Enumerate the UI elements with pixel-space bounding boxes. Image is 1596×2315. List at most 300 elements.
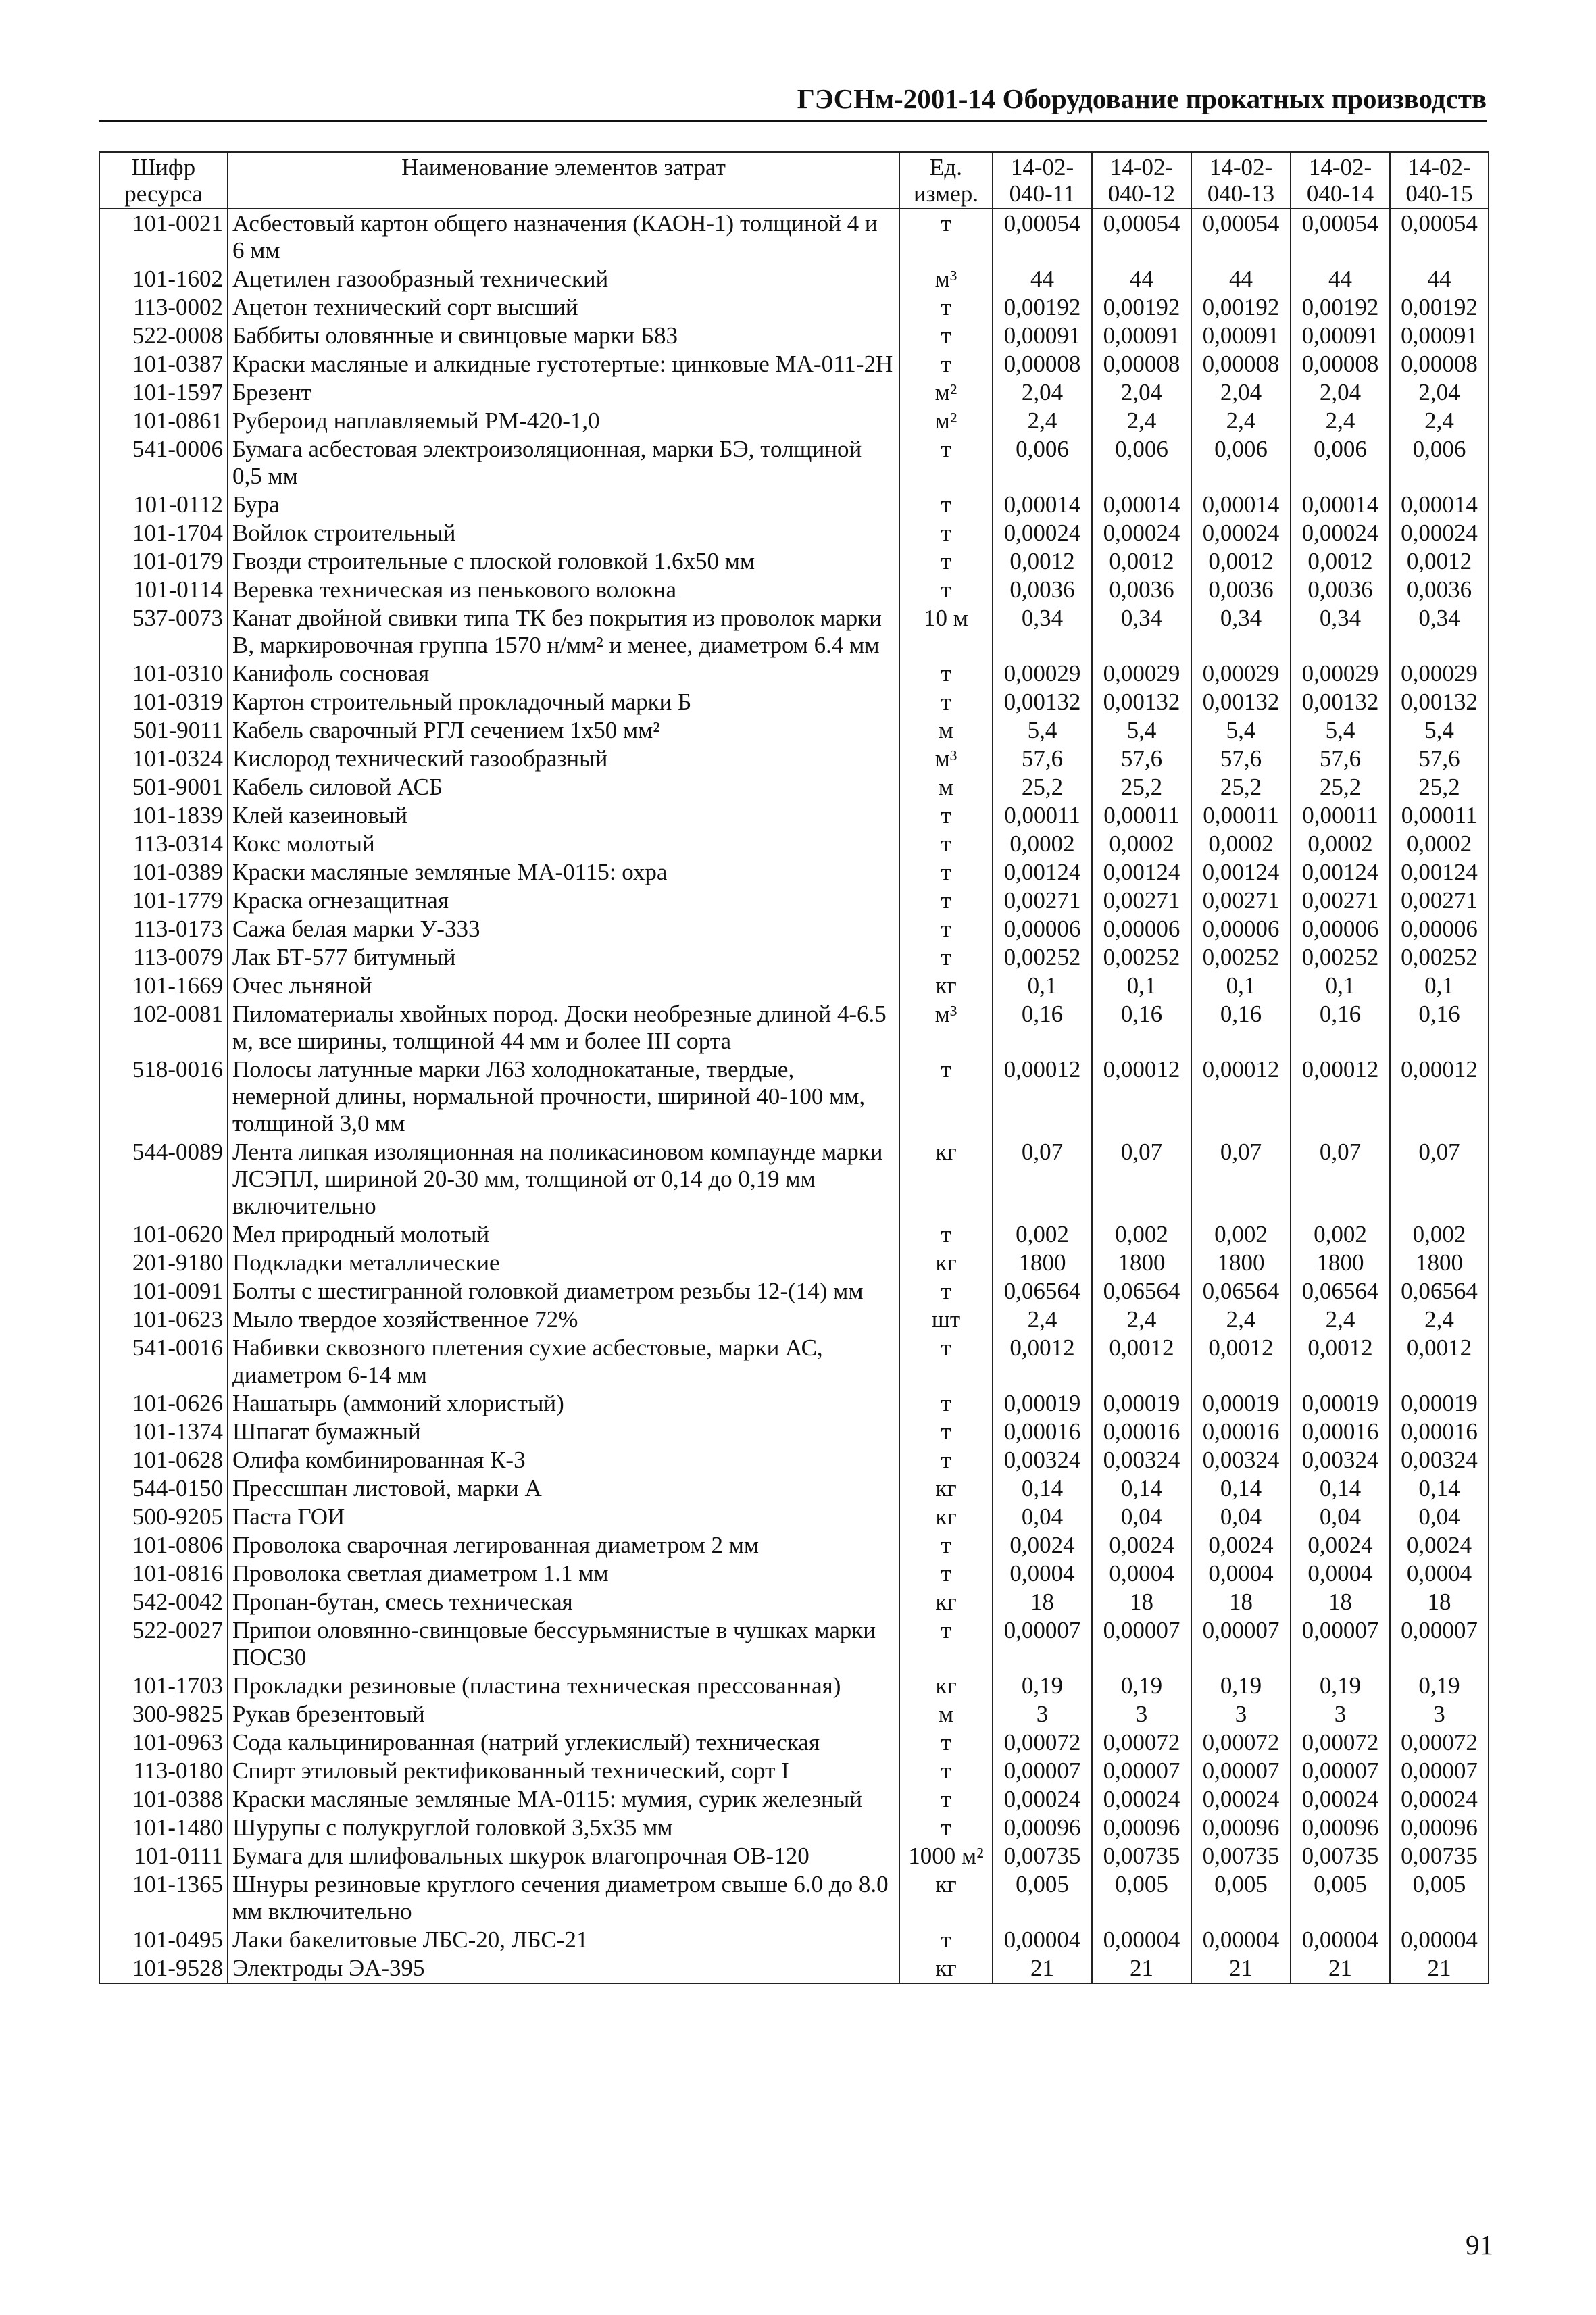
cell-name: Веревка техническая из пенькового волокна [228, 576, 899, 604]
cell-14-02-040-11: 0,34 [993, 604, 1092, 659]
cell-name: Подкладки металлические [228, 1249, 899, 1277]
cell-14-02-040-15: 0,00271 [1390, 887, 1489, 915]
cell-name: Ацетон технический сорт высший [228, 293, 899, 322]
cell-14-02-040-11: 0,00014 [993, 491, 1092, 519]
cell-14-02-040-11: 0,00006 [993, 915, 1092, 943]
cell-code: 101-1839 [99, 801, 228, 830]
cell-14-02-040-15: 0,005 [1390, 1870, 1489, 1926]
cell-unit: т [899, 209, 993, 265]
cell-14-02-040-12: 21 [1092, 1954, 1191, 1983]
cell-name: Прессшпан листовой, марки А [228, 1474, 899, 1503]
cell-name: Пропан-бутан, смесь техническая [228, 1588, 899, 1616]
cell-14-02-040-15: 2,4 [1390, 407, 1489, 435]
cell-unit: 10 м [899, 604, 993, 659]
cell-code: 101-1602 [99, 265, 228, 293]
cell-unit: т [899, 519, 993, 547]
cell-14-02-040-15: 0,00096 [1390, 1814, 1489, 1842]
cell-name: Канифоль сосновая [228, 659, 899, 688]
cell-14-02-040-14: 0,00019 [1291, 1389, 1390, 1418]
cell-name: Лак БТ-577 битумный [228, 943, 899, 972]
table-row [99, 435, 1489, 491]
table-row [99, 1389, 1489, 1418]
table-row [99, 659, 1489, 688]
cell-14-02-040-15: 0,00132 [1390, 688, 1489, 716]
cell-name: Сода кальцинированная (натрий углекислый) техническая [228, 1728, 899, 1757]
col-header-14-02-040-11: 14-02-040-11 [993, 152, 1092, 209]
table-row [99, 1446, 1489, 1474]
cell-14-02-040-11: 0,00012 [993, 1055, 1092, 1138]
cell-14-02-040-12: 18 [1092, 1588, 1191, 1616]
cell-14-02-040-11: 0,006 [993, 435, 1092, 491]
cell-14-02-040-15: 0,00091 [1390, 322, 1489, 350]
cell-14-02-040-11: 0,0024 [993, 1531, 1092, 1560]
cell-14-02-040-12: 5,4 [1092, 716, 1191, 745]
cell-14-02-040-14: 0,00124 [1291, 858, 1390, 887]
cell-name: Нашатырь (аммоний хлористый) [228, 1389, 899, 1418]
table-row [99, 1138, 1489, 1220]
cell-14-02-040-13: 21 [1191, 1954, 1291, 1983]
table-row [99, 604, 1489, 659]
cell-14-02-040-15: 0,00024 [1390, 1785, 1489, 1814]
cell-14-02-040-15: 0,19 [1390, 1672, 1489, 1700]
cell-14-02-040-12: 0,00091 [1092, 322, 1191, 350]
cell-unit: т [899, 1389, 993, 1418]
cell-14-02-040-14: 25,2 [1291, 773, 1390, 801]
cell-14-02-040-13: 0,00008 [1191, 350, 1291, 378]
cell-14-02-040-11: 0,00011 [993, 801, 1092, 830]
table-row [99, 350, 1489, 378]
cell-code: 101-0179 [99, 547, 228, 576]
cell-14-02-040-12: 0,00096 [1092, 1814, 1191, 1842]
cell-14-02-040-14: 0,16 [1291, 1000, 1390, 1055]
cell-14-02-040-12: 44 [1092, 265, 1191, 293]
cell-14-02-040-11: 0,0004 [993, 1560, 1092, 1588]
cell-unit: м² [899, 407, 993, 435]
cell-unit: т [899, 322, 993, 350]
cell-14-02-040-11: 2,4 [993, 407, 1092, 435]
cell-unit: м [899, 716, 993, 745]
cell-14-02-040-15: 25,2 [1390, 773, 1489, 801]
table-row [99, 773, 1489, 801]
cell-14-02-040-14: 0,00024 [1291, 519, 1390, 547]
table-row [99, 1334, 1489, 1389]
cell-14-02-040-13: 2,4 [1191, 407, 1291, 435]
cell-name: Лаки бакелитовые ЛБС-20, ЛБС-21 [228, 1926, 899, 1954]
cell-14-02-040-11: 5,4 [993, 716, 1092, 745]
cell-code: 101-0806 [99, 1531, 228, 1560]
cell-14-02-040-13: 0,0012 [1191, 547, 1291, 576]
cell-unit: т [899, 688, 993, 716]
cell-code: 541-0016 [99, 1334, 228, 1389]
cell-14-02-040-12: 0,06564 [1092, 1277, 1191, 1305]
cell-14-02-040-11: 0,14 [993, 1474, 1092, 1503]
col-header-14-02-040-13: 14-02-040-13 [1191, 152, 1291, 209]
table-row [99, 830, 1489, 858]
cell-14-02-040-14: 57,6 [1291, 745, 1390, 773]
cell-code: 101-0324 [99, 745, 228, 773]
cell-14-02-040-15: 0,14 [1390, 1474, 1489, 1503]
cell-14-02-040-13: 0,06564 [1191, 1277, 1291, 1305]
cell-name: Спирт этиловый ректификованный технический, сорт I [228, 1757, 899, 1785]
cell-code: 101-1703 [99, 1672, 228, 1700]
cell-unit: т [899, 915, 993, 943]
cell-14-02-040-11: 0,00007 [993, 1616, 1092, 1672]
table-row [99, 801, 1489, 830]
cell-14-02-040-13: 0,00091 [1191, 322, 1291, 350]
cell-unit: т [899, 1728, 993, 1757]
cell-14-02-040-15: 0,16 [1390, 1000, 1489, 1055]
cell-14-02-040-13: 0,00007 [1191, 1757, 1291, 1785]
cell-name: Пиломатериалы хвойных пород. Доски необрезные длиной 4-6.5 м, все ширины, толщиной 44 мм и более III сорта [228, 1000, 899, 1055]
cell-14-02-040-13: 0,0036 [1191, 576, 1291, 604]
cell-14-02-040-13: 3 [1191, 1700, 1291, 1728]
cell-name: Краска огнезащитная [228, 887, 899, 915]
cell-unit: т [899, 491, 993, 519]
cell-unit: м³ [899, 265, 993, 293]
cell-14-02-040-15: 0,0012 [1390, 1334, 1489, 1389]
cell-14-02-040-12: 0,00735 [1092, 1842, 1191, 1870]
cell-14-02-040-14: 44 [1291, 265, 1390, 293]
cell-14-02-040-15: 0,34 [1390, 604, 1489, 659]
cell-14-02-040-14: 5,4 [1291, 716, 1390, 745]
cell-14-02-040-11: 0,00735 [993, 1842, 1092, 1870]
cell-14-02-040-13: 0,00735 [1191, 1842, 1291, 1870]
cell-code: 522-0027 [99, 1616, 228, 1672]
cell-code: 101-0114 [99, 576, 228, 604]
cell-14-02-040-15: 5,4 [1390, 716, 1489, 745]
cell-unit: т [899, 887, 993, 915]
cell-14-02-040-11: 44 [993, 265, 1092, 293]
cell-14-02-040-15: 0,0004 [1390, 1560, 1489, 1588]
cell-14-02-040-15: 0,00016 [1390, 1418, 1489, 1446]
cell-14-02-040-14: 1800 [1291, 1249, 1390, 1277]
cell-14-02-040-14: 0,00132 [1291, 688, 1390, 716]
cell-code: 101-0495 [99, 1926, 228, 1954]
cell-14-02-040-13: 0,00019 [1191, 1389, 1291, 1418]
cell-unit: т [899, 435, 993, 491]
cell-14-02-040-15: 21 [1390, 1954, 1489, 1983]
cell-code: 101-0963 [99, 1728, 228, 1757]
cell-14-02-040-12: 0,00192 [1092, 293, 1191, 322]
cell-14-02-040-12: 0,34 [1092, 604, 1191, 659]
cell-name: Ацетилен газообразный технический [228, 265, 899, 293]
cell-code: 518-0016 [99, 1055, 228, 1138]
cell-14-02-040-11: 0,07 [993, 1138, 1092, 1220]
cell-14-02-040-11: 0,00091 [993, 322, 1092, 350]
cell-14-02-040-15: 0,00004 [1390, 1926, 1489, 1954]
cell-unit: т [899, 547, 993, 576]
cell-14-02-040-14: 0,0024 [1291, 1531, 1390, 1560]
cell-name: Картон строительный прокладочный марки Б [228, 688, 899, 716]
cell-14-02-040-12: 0,00124 [1092, 858, 1191, 887]
cell-14-02-040-15: 3 [1390, 1700, 1489, 1728]
cell-code: 113-0180 [99, 1757, 228, 1785]
cell-name: Кислород технический газообразный [228, 745, 899, 773]
cell-unit: т [899, 943, 993, 972]
cell-14-02-040-11: 0,00096 [993, 1814, 1092, 1842]
cell-14-02-040-14: 0,06564 [1291, 1277, 1390, 1305]
cell-14-02-040-14: 0,19 [1291, 1672, 1390, 1700]
cell-name: Набивки сквозного плетения сухие асбестовые, марки АС, диаметром 6-14 мм [228, 1334, 899, 1389]
cell-14-02-040-11: 0,00024 [993, 1785, 1092, 1814]
cell-14-02-040-11: 0,00008 [993, 350, 1092, 378]
page-header [99, 80, 1487, 122]
cell-name: Гвозди строительные с плоской головкой 1.6х50 мм [228, 547, 899, 576]
table-row [99, 1926, 1489, 1954]
table-row [99, 547, 1489, 576]
cell-14-02-040-12: 0,00016 [1092, 1418, 1191, 1446]
cell-14-02-040-12: 0,002 [1092, 1220, 1191, 1249]
cell-14-02-040-14: 0,00007 [1291, 1757, 1390, 1785]
table-body [99, 209, 1489, 1983]
cell-name: Очес льняной [228, 972, 899, 1000]
cell-14-02-040-14: 0,00014 [1291, 491, 1390, 519]
cell-14-02-040-11: 0,0012 [993, 1334, 1092, 1389]
table-row [99, 688, 1489, 716]
cell-unit: т [899, 293, 993, 322]
cell-name: Шпагат бумажный [228, 1418, 899, 1446]
cell-14-02-040-13: 0,00024 [1191, 519, 1291, 547]
cell-14-02-040-12: 0,00252 [1092, 943, 1191, 972]
cell-unit: т [899, 1616, 993, 1672]
cell-code: 501-9011 [99, 716, 228, 745]
cell-14-02-040-15: 0,0036 [1390, 576, 1489, 604]
table-row [99, 576, 1489, 604]
cell-unit: 1000 м² [899, 1842, 993, 1870]
cell-14-02-040-12: 2,04 [1092, 378, 1191, 407]
table-row [99, 1277, 1489, 1305]
cell-code: 101-0861 [99, 407, 228, 435]
col-header-14-02-040-15: 14-02-040-15 [1390, 152, 1489, 209]
table-row [99, 519, 1489, 547]
cell-14-02-040-14: 0,00012 [1291, 1055, 1390, 1138]
cell-14-02-040-12: 0,00019 [1092, 1389, 1191, 1418]
cell-14-02-040-11: 0,00004 [993, 1926, 1092, 1954]
cell-name: Мыло твердое хозяйственное 72% [228, 1305, 899, 1334]
cell-14-02-040-11: 3 [993, 1700, 1092, 1728]
cell-unit: т [899, 659, 993, 688]
cell-14-02-040-13: 0,00096 [1191, 1814, 1291, 1842]
cell-code: 201-9180 [99, 1249, 228, 1277]
cell-name: Прокладки резиновые (пластина техническая прессованная) [228, 1672, 899, 1700]
cell-14-02-040-13: 0,0012 [1191, 1334, 1291, 1389]
table-row [99, 293, 1489, 322]
table-row [99, 1700, 1489, 1728]
cell-code: 541-0006 [99, 435, 228, 491]
cell-14-02-040-11: 0,19 [993, 1672, 1092, 1700]
cell-unit: т [899, 1220, 993, 1249]
cell-14-02-040-12: 0,0004 [1092, 1560, 1191, 1588]
cell-14-02-040-12: 0,0024 [1092, 1531, 1191, 1560]
cell-14-02-040-12: 1800 [1092, 1249, 1191, 1277]
cell-code: 537-0073 [99, 604, 228, 659]
cell-14-02-040-13: 0,00024 [1191, 1785, 1291, 1814]
cell-code: 101-1480 [99, 1814, 228, 1842]
cell-14-02-040-11: 0,00192 [993, 293, 1092, 322]
cell-name: Паста ГОИ [228, 1503, 899, 1531]
cell-14-02-040-11: 0,0036 [993, 576, 1092, 604]
cell-name: Рукав брезентовый [228, 1700, 899, 1728]
cell-14-02-040-14: 0,00072 [1291, 1728, 1390, 1757]
cell-14-02-040-13: 0,00324 [1191, 1446, 1291, 1474]
cell-14-02-040-13: 25,2 [1191, 773, 1291, 801]
cell-14-02-040-12: 0,0012 [1092, 547, 1191, 576]
cell-14-02-040-12: 57,6 [1092, 745, 1191, 773]
cell-14-02-040-14: 0,002 [1291, 1220, 1390, 1249]
table-row [99, 1588, 1489, 1616]
cell-14-02-040-15: 0,00012 [1390, 1055, 1489, 1138]
cell-14-02-040-14: 0,00004 [1291, 1926, 1390, 1954]
cell-unit: т [899, 1785, 993, 1814]
cell-name: Полосы латунные марки Л63 холоднокатаные, твердые, немерной длины, нормальной прочности, шириной 40-100 мм, толщиной 3,0 мм [228, 1055, 899, 1138]
cell-14-02-040-15: 0,002 [1390, 1220, 1489, 1249]
cell-14-02-040-12: 0,00011 [1092, 801, 1191, 830]
cell-14-02-040-14: 0,00016 [1291, 1418, 1390, 1446]
cell-14-02-040-15: 0,00324 [1390, 1446, 1489, 1474]
cell-14-02-040-15: 0,00029 [1390, 659, 1489, 688]
cell-14-02-040-14: 0,00271 [1291, 887, 1390, 915]
cell-name: Бумага асбестовая электроизоляционная, марки БЭ, толщиной 0,5 мм [228, 435, 899, 491]
cell-14-02-040-14: 0,0036 [1291, 576, 1390, 604]
cell-14-02-040-11: 2,04 [993, 378, 1092, 407]
cell-14-02-040-11: 0,16 [993, 1000, 1092, 1055]
cell-14-02-040-13: 1800 [1191, 1249, 1291, 1277]
table-row [99, 265, 1489, 293]
cell-unit: м [899, 773, 993, 801]
cell-14-02-040-12: 0,0002 [1092, 830, 1191, 858]
cell-unit: т [899, 1926, 993, 1954]
cell-14-02-040-14: 0,00324 [1291, 1446, 1390, 1474]
cell-14-02-040-15: 0,04 [1390, 1503, 1489, 1531]
cell-14-02-040-14: 0,00007 [1291, 1616, 1390, 1672]
cell-unit: т [899, 350, 993, 378]
cell-14-02-040-15: 2,04 [1390, 378, 1489, 407]
cell-14-02-040-13: 2,04 [1191, 378, 1291, 407]
cell-14-02-040-13: 18 [1191, 1588, 1291, 1616]
cell-name: Бумага для шлифовальных шкурок влагопрочная ОВ-120 [228, 1842, 899, 1870]
cell-14-02-040-13: 0,00011 [1191, 801, 1291, 830]
table-row [99, 915, 1489, 943]
cell-14-02-040-15: 0,006 [1390, 435, 1489, 491]
cell-code: 542-0042 [99, 1588, 228, 1616]
cell-code: 501-9001 [99, 773, 228, 801]
table-row [99, 1870, 1489, 1926]
cell-14-02-040-13: 0,00029 [1191, 659, 1291, 688]
cell-14-02-040-14: 0,00091 [1291, 322, 1390, 350]
cell-14-02-040-15: 0,00007 [1390, 1757, 1489, 1785]
cell-14-02-040-11: 0,00024 [993, 519, 1092, 547]
cell-14-02-040-15: 0,00735 [1390, 1842, 1489, 1870]
cell-unit: кг [899, 1870, 993, 1926]
cell-unit: т [899, 1418, 993, 1446]
cell-14-02-040-13: 0,00252 [1191, 943, 1291, 972]
cell-unit: кг [899, 1588, 993, 1616]
cell-code: 522-0008 [99, 322, 228, 350]
table-row [99, 858, 1489, 887]
cell-14-02-040-14: 0,00024 [1291, 1785, 1390, 1814]
table-row [99, 378, 1489, 407]
cell-14-02-040-14: 0,00735 [1291, 1842, 1390, 1870]
cell-14-02-040-12: 0,005 [1092, 1870, 1191, 1926]
cell-code: 101-0387 [99, 350, 228, 378]
cell-14-02-040-14: 3 [1291, 1700, 1390, 1728]
cell-14-02-040-12: 0,16 [1092, 1000, 1191, 1055]
cell-code: 101-0021 [99, 209, 228, 265]
cell-14-02-040-13: 0,00007 [1191, 1616, 1291, 1672]
cell-14-02-040-14: 0,00252 [1291, 943, 1390, 972]
cell-14-02-040-14: 0,14 [1291, 1474, 1390, 1503]
cell-14-02-040-11: 1800 [993, 1249, 1092, 1277]
cell-14-02-040-11: 57,6 [993, 745, 1092, 773]
cell-14-02-040-13: 0,04 [1191, 1503, 1291, 1531]
cell-14-02-040-12: 3 [1092, 1700, 1191, 1728]
cell-14-02-040-15: 0,00019 [1390, 1389, 1489, 1418]
cell-code: 101-1779 [99, 887, 228, 915]
table-header [99, 152, 1489, 209]
cell-unit: м³ [899, 1000, 993, 1055]
cell-name: Краски масляные земляные МА-0115: мумия, сурик железный [228, 1785, 899, 1814]
cell-name: Войлок строительный [228, 519, 899, 547]
cell-unit: кг [899, 1672, 993, 1700]
table-row [99, 716, 1489, 745]
cell-name: Асбестовый картон общего назначения (КАОН-1) толщиной 4 и 6 мм [228, 209, 899, 265]
cell-14-02-040-14: 0,04 [1291, 1503, 1390, 1531]
cell-14-02-040-12: 0,0036 [1092, 576, 1191, 604]
cell-14-02-040-13: 0,0004 [1191, 1560, 1291, 1588]
cell-name: Кабель сварочный РГЛ сечением 1х50 мм² [228, 716, 899, 745]
cell-14-02-040-15: 0,00252 [1390, 943, 1489, 972]
table-row [99, 1055, 1489, 1138]
cell-name: Рубероид наплавляемый РМ-420-1,0 [228, 407, 899, 435]
cell-unit: т [899, 858, 993, 887]
cell-14-02-040-14: 0,0012 [1291, 1334, 1390, 1389]
cell-14-02-040-15: 0,00011 [1390, 801, 1489, 830]
cell-code: 101-0091 [99, 1277, 228, 1305]
cell-name: Шнуры резиновые круглого сечения диаметром свыше 6.0 до 8.0 мм включительно [228, 1870, 899, 1926]
cell-unit: шт [899, 1305, 993, 1334]
table-row [99, 322, 1489, 350]
cell-14-02-040-12: 0,00008 [1092, 350, 1191, 378]
cell-14-02-040-13: 44 [1191, 265, 1291, 293]
cell-14-02-040-11: 0,005 [993, 1870, 1092, 1926]
table-row [99, 1842, 1489, 1870]
cell-14-02-040-14: 0,005 [1291, 1870, 1390, 1926]
cell-name: Кокс молотый [228, 830, 899, 858]
col-header-unit: Ед. измер. [899, 152, 993, 209]
cell-name: Лента липкая изоляционная на поликасиновом компаунде марки ЛСЭПЛ, шириной 20-30 мм, толщиной от 0,14 до 0,19 мм включительно [228, 1138, 899, 1220]
cell-14-02-040-14: 0,0002 [1291, 830, 1390, 858]
cell-unit: т [899, 1814, 993, 1842]
cell-unit: т [899, 801, 993, 830]
cell-14-02-040-12: 0,00024 [1092, 1785, 1191, 1814]
cell-14-02-040-13: 0,00132 [1191, 688, 1291, 716]
cell-14-02-040-15: 44 [1390, 265, 1489, 293]
cell-name: Электроды ЭА-395 [228, 1954, 899, 1983]
cell-unit: кг [899, 1138, 993, 1220]
cell-14-02-040-14: 0,0012 [1291, 547, 1390, 576]
cell-14-02-040-12: 0,14 [1092, 1474, 1191, 1503]
cell-unit: м [899, 1700, 993, 1728]
table-row [99, 1672, 1489, 1700]
table-row [99, 972, 1489, 1000]
cell-14-02-040-12: 0,04 [1092, 1503, 1191, 1531]
cell-14-02-040-15: 0,00007 [1390, 1616, 1489, 1672]
cell-14-02-040-11: 0,00132 [993, 688, 1092, 716]
cell-code: 101-0389 [99, 858, 228, 887]
cell-14-02-040-13: 0,07 [1191, 1138, 1291, 1220]
cell-14-02-040-14: 21 [1291, 1954, 1390, 1983]
cell-14-02-040-11: 0,00007 [993, 1757, 1092, 1785]
